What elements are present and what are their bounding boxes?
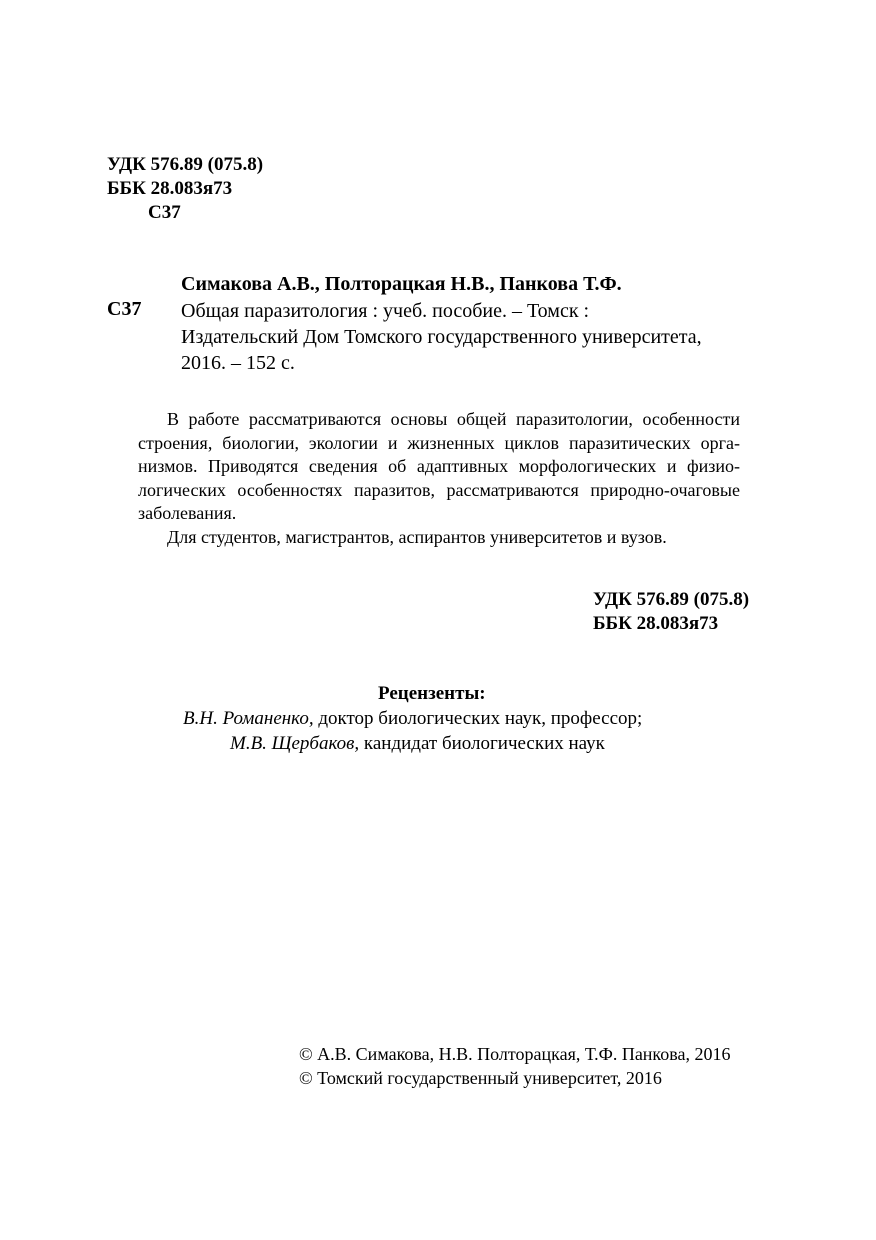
- reviewer-name: М.В. Щербаков,: [230, 733, 360, 754]
- bib-authors: Симакова А.В., Полторацкая Н.В., Панкова Т.Ф.: [181, 273, 622, 295]
- annotation-audience: Для студентов, магистрантов, аспирантов университетов и вузов.: [167, 526, 667, 547]
- copyright-block: [299, 1042, 731, 1090]
- top-classification-codes: [107, 153, 263, 225]
- reviewer-name: В.Н. Романенко,: [183, 708, 314, 729]
- top-author-mark: С37: [148, 202, 181, 223]
- reviewers-heading: Рецензенты:: [378, 683, 486, 704]
- reviewer-title: доктор биологических наук, профессор;: [318, 708, 643, 729]
- reviewer-entry: [183, 708, 642, 730]
- top-bbk-code: ББК 28.083я73: [107, 178, 233, 199]
- copyright-line: © А.В. Симакова, Н.В. Полторацкая, Т.Ф. Панкова, 2016: [299, 1044, 731, 1064]
- bib-line: Общая паразитология : учеб. пособие. – Томск :: [181, 300, 590, 322]
- top-udk-code: УДК 576.89 (075.8): [107, 154, 264, 175]
- bottom-bbk-code: ББК 28.083я73: [593, 613, 719, 634]
- annotation-line: низмов. Приводятся сведения об адаптивных морфологических и физио-: [138, 456, 740, 476]
- annotation-line: заболевания.: [138, 503, 237, 523]
- annotation-paragraph: [138, 408, 740, 549]
- annotation-line: В работе рассматриваются основы общей паразитологии, особенности: [167, 409, 740, 429]
- bib-line: Издательский Дом Томского государственного университета,: [181, 326, 702, 348]
- copyright-line: © Томский государственный университет, 2016: [299, 1068, 662, 1088]
- annotation-line: логических особенностях паразитов, рассматриваются природно-очаговые: [138, 479, 740, 500]
- bib-author-mark: С37: [107, 298, 142, 320]
- bib-line: 2016. – 152 с.: [181, 352, 295, 374]
- bottom-classification-codes: [593, 588, 749, 636]
- annotation-line: строения, биологии, экологии и жизненных циклов паразитических орга-: [138, 432, 740, 453]
- bottom-udk-code: УДК 576.89 (075.8): [593, 589, 750, 610]
- reviewer-entry: [230, 733, 605, 755]
- reviewer-title: кандидат биологических наук: [363, 733, 605, 754]
- bib-record-body: [181, 298, 702, 376]
